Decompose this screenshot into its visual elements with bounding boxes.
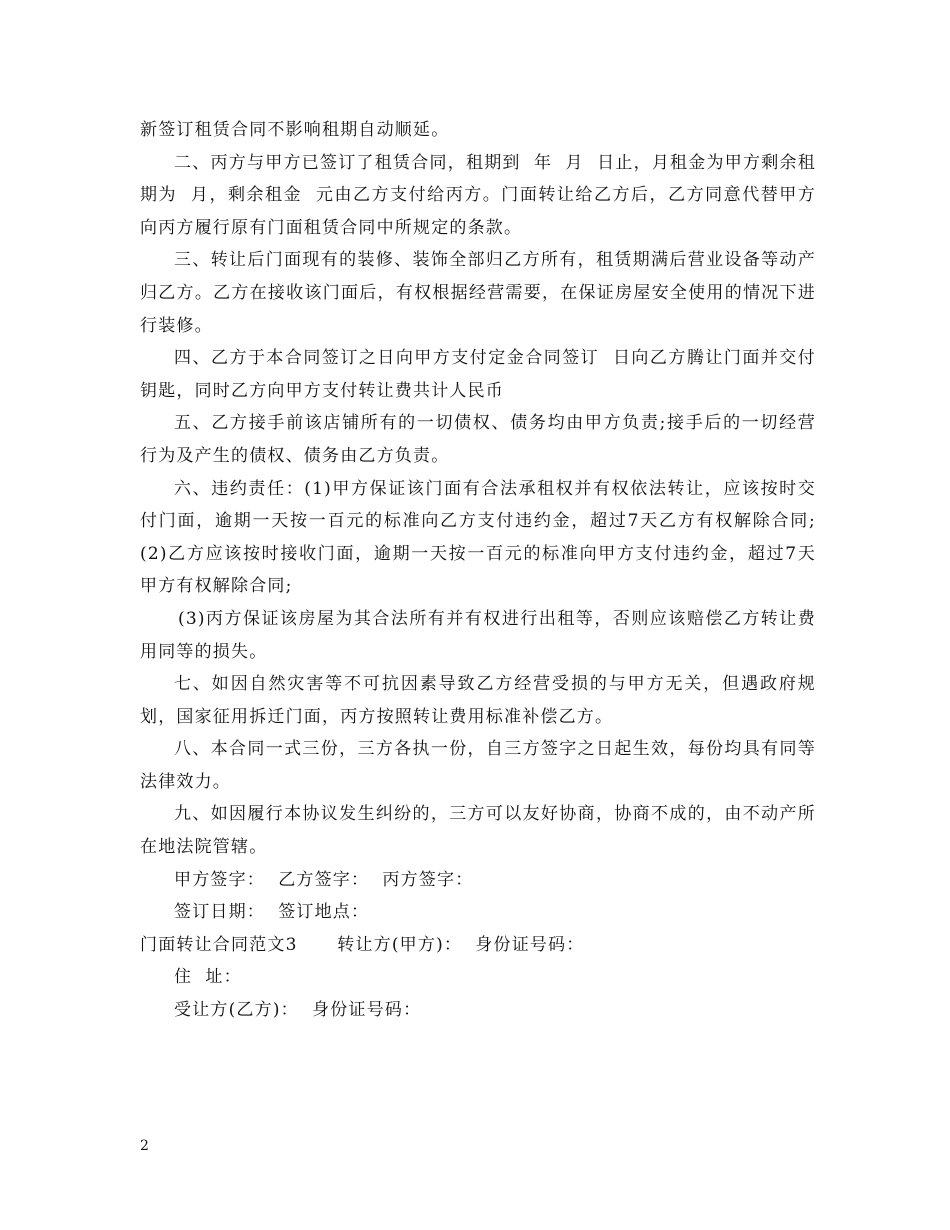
clause-9: 九、如因履行本协议发生纠纷的，三方可以友好协商，协商不成的，由不动产所在地法院管辖。 — [140, 804, 816, 858]
address-line: 住 址： — [174, 967, 242, 988]
signing-date-place-line: 签订日期： 签订地点： — [174, 902, 370, 923]
clause-7: 七、如因自然灾害等不可抗因素导致乙方经营受损的与甲方无关，但遇政府规划，国家征用拆迁门面，丙方按照转让费用标准补偿乙方。 — [140, 674, 816, 727]
paragraph-continuation: 新签订租赁合同不影响租期自动顺延。 — [140, 120, 450, 140]
clause-5: 五、乙方接手前该店铺所有的一切债权、债务均由甲方负责;接手后的一切经营行为及产生的债权、债务由乙方负责。 — [140, 413, 816, 466]
clause-6-breach-liability: 六、违约责任：(1)甲方保证该门面有合法承租权并有权依法转让，应该按时交付门面，逾期一天按一百元的标准向乙方支付违约金，超过7天乙方有权解除合同;(2)乙方应该按时接收门面，逾期一天按一百元的标准向甲方支付违约金，超过7天甲方有权解除合同; — [140, 478, 816, 597]
clause-3: 三、转让后门面现有的装修、装饰全部归乙方所有，租赁期满后营业设备等动产归乙方。乙方在接收该门面后，有权根据经营需要，在保证房屋安全使用的情况下进行装修。 — [140, 250, 816, 336]
transferee-line: 受让方(乙方)： 身份证号码： — [174, 1000, 422, 1021]
clause-4: 四、乙方于本合同签订之日向甲方支付定金合同签订 日向乙方腾让门面并交付钥匙，同时乙方向甲方支付转让费共计人民币 — [140, 348, 816, 401]
document-body — [140, 114, 816, 1027]
clause-6-item-3: (3)丙方保证该房屋为其合法所有并有权进行出租等，否则应该赔偿乙方转让费用同等的损失。 — [140, 608, 816, 662]
clause-2: 二、丙方与甲方已签订了租赁合同，租期到 年 月 日止，月租金为甲方剩余租期为 月，剩余租金 元由乙方支付给丙方。门面转让给乙方后，乙方同意代替甲方向丙方履行原有门面租赁合同中所规定的条款。 — [140, 152, 816, 238]
template-3-heading-line: 门面转让合同范文3 转让方(甲方)： 身份证号码： — [140, 934, 585, 955]
page-number: 2 — [140, 1138, 149, 1154]
signature-line: 甲方签字： 乙方签字： 丙方签字： — [174, 869, 474, 890]
clause-8: 八、本合同一式三份，三方各执一份，自三方签字之日起生效，每份均具有同等法律效力。 — [140, 739, 816, 792]
